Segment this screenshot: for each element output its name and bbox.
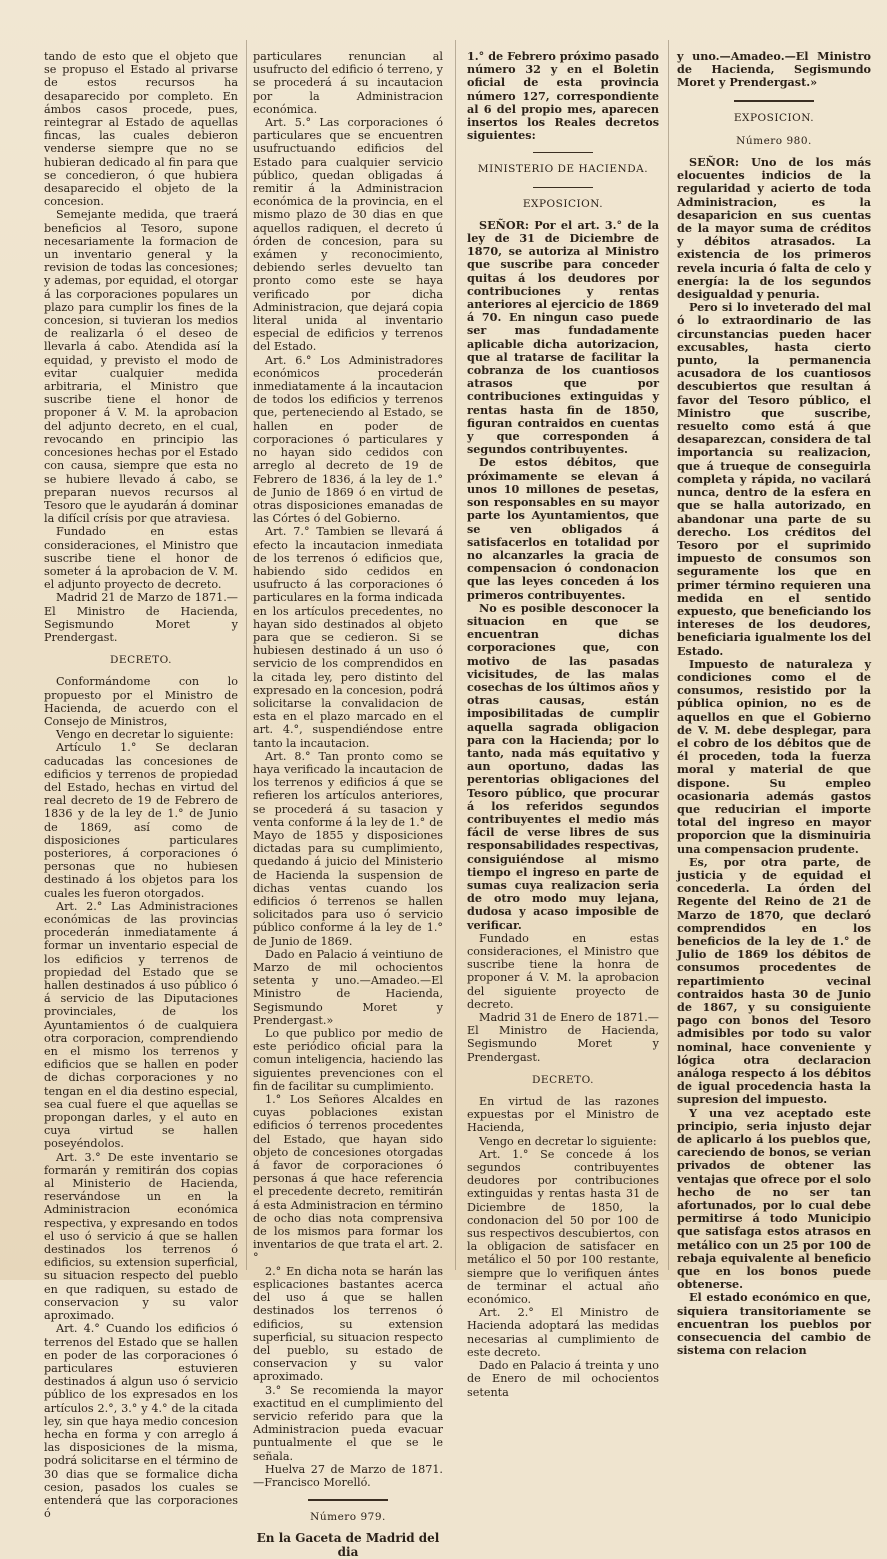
paragraph: Vengo en decretar lo siguiente:: [56, 728, 234, 742]
date-signature: Madrid 31 de Enero de 1871.—El Ministro de Hacienda, Segismundo Moret y Prendergast.: [467, 1011, 659, 1064]
article: Art. 7.° Tambien se llevará á efecto la incautacion inmediata de los terrenos ó edificios que, habiendo sido cedidos en usufructo á las corporaciones ó particulares en la forma indicada en los artículos precedentes, no hayan sido destinados al objeto para que se cedieron. Si se hubiesen destinado á un uso ó servicio de los comprendidos en la citada ley, pero distinto del expresado en la concesion, podrá solicitarse la convalidacion de esta en el plazo marcado en el art. 4.°, suspendiéndose entre tanto la incautacion.: [253, 525, 443, 750]
paragraph: Dado en Palacio á veintiuno de Marzo de mil ochocientos setenta y uno.—Amadeo.—El Ministro de Hacienda, Segismundo Moret y Prendergast.»: [253, 947, 443, 1027]
section-heading-exposicion: EXPOSICION.: [522, 197, 604, 210]
column-1: [44, 50, 238, 1521]
paragraph: 2.° En dicha nota se harán las esplicaciones bastantes acerca del uso á que se hallen destinados los terrenos ó edificios, su extension superficial, su situacion respecto del pueblo, su estado de conservacion y su valor aproximado.: [253, 1264, 443, 1384]
section-heading-decreto: DECRETO.: [109, 654, 173, 667]
separator-rule: [533, 152, 593, 153]
date-signature: Huelva 27 de Marzo de 1871.—Francisco Morelló.: [253, 1462, 443, 1489]
paragraph: SEÑOR: Por el art. 3.° de la ley de 31 de Diciembre de 1870, se autoriza al Ministro que suscribe para conceder quitas á los deudores por contribuciones y rentas anteriores al ejercicio de 1869 á 70. En ningun caso puede ser mas fundadamente aplicable dicha autorizacion, que al tratarse de facilitar la cobranza de los cuantiosos atrasos que por contribuciones extinguidas y rentas hasta fin de 1850, figuran contraidos en cuentas y que corresponden á segundos contribuyentes.: [467, 217, 659, 457]
paragraph: 1.° de Febrero próximo pasado número 32 y en el Boletin oficial de esta provincia número 127, correspondiente al 6 del propio mes, aparecen insertos los Reales decretos siguientes:: [467, 49, 659, 143]
paragraph: tando de esto que el objeto que se propuso el Estado al privarse de estos recursos ha desaparecido por completo. En ámbos casos procede, pues, reintegrar al Estado de aquellas fincas, las cuales debieron venderse siempre que no se hubieran dedicado al fin para que se concedieron, ó que hubiera desaparecido el objeto de la concesion.: [44, 50, 238, 209]
paragraph: Semejante medida, que traerá beneficios al Tesoro, supone necesariamente la formacion de un inventario general y la revision de todas las concesiones; y ademas, por equidad, el otorgar á las corporaciones populares un plazo para cumplir los fines de la concesion, si tuvieran los medios de realizarla ó el deseo de llevarla á cabo. Atendida así la equidad, y previsto el modo de evitar cualquier medida arbitraria, el Ministro que suscribe tiene el honor de proponer á V. M. la aprobacion del adjunto decreto, en el cual, revocando en principio las concesiones hechas por el Estado con causa, siempre que esta no se hubiere llevado á cabo, se preparan nuevos recursos al Tesoro que le ayudarán á dominar la difícil crísis por que atraviesa.: [44, 208, 238, 526]
paragraph: No es posible desconocer la situacion en que se encuentran dichas corporaciones que, con motivo de las pasadas vicisitudes, de las malas cosechas de los últimos años y otras causas, están imposibilitadas de cumplir aquella sagrada obligacion para con la Hacienda; por lo tanto, nada más equitativo y aun oportuno, dadas las perentorias obligaciones del Tesoro público, que procurar á los referidos segundos contribuyentes el medio más fácil de verse libres de sus responsabilidades respectivas, consiguiéndose al mismo tiempo el ingreso en parte de sumas cuya realizacion seria de otro modo muy lejana, dudosa y acaso imposible de verificar.: [467, 600, 659, 932]
paragraph: Impuesto de naturaleza y condiciones como el de consumos, resistido por la pública opinion, no es de aquellos en que el Gobierno de V. M. debe desplegar, para el cobro de los débitos que de él proceden, toda la fuerza moral y material de que dispone. Su empleo ocasionaria además gastos que reducirian el importe total del ingreso en mayor proporcion que la disminuiria una compensacion prudente.: [677, 656, 871, 856]
article: Art. 8.° Tan pronto como se haya verificado la incautacion de los terrenos y edificios á que se refieren los artículos anteriores, se procederá á su tasacion y venta conforme á la ley de 1.° de Mayo de 1855 y disposiciones dictadas para su cumplimiento, quedando á juicio del Ministerio de Hacienda la suspension de dichas ventas cuando los edificios ó terrenos se hallen solicitados para uso ó servicio público conforme á la ley de 1.° de Junio de 1869.: [253, 749, 443, 948]
paragraph: Y una vez aceptado este principio, seria injusto dejar de aplicarlo á los pueblos que, careciendo de bonos, se verian privados de obtener las ventajas que ofrece por el solo hecho de no ser tan afortunados, por lo cual debe permitirse á todo Municipio que satisfaga estos atrasos en metálico con un 25 por 100 de rebaja equivalente al beneficio que en los bonos puede obtenerse.: [677, 1105, 871, 1292]
article: Art. 1.° Se concede á los segundos contribuyentes deudores por contribuciones extinguidas y rentas hasta 31 de Diciembre de 1850, la condonacion del 50 por 100 de sus respectivos descubiertos, con la obligacion de satisfacer en metálico el 50 por 100 restante, siempre que lo verifiquen ántes de terminar el actual año económico.: [467, 1147, 659, 1307]
paragraph: Dado en Palacio á treinta y uno de Enero de mil ochocientos setenta: [467, 1359, 659, 1399]
paragraph: Fundado en estas consideraciones, el Ministro que suscribe tiene el honor de someter á la aprobacion de V. M. el adjunto proyecto de decreto.: [44, 525, 238, 592]
paragraph: El estado económico en que, siquiera transitoriamente se encuentran los pueblos por consecuencia del cambio de sistema con relacion: [677, 1290, 871, 1358]
paragraph: Fundado en estas consideraciones, el Ministro que suscribe tiene la honra de proponer á V. M. la aprobacion del siguiente proyecto de decreto.: [467, 931, 659, 1011]
paragraph: SEÑOR: Uno de los más elocuentes indicios de la regularidad y acierto de toda Administracion, es la desaparicion en sus cuentas de la mayor suma de créditos y débitos atrasados. La existencia de los primeros revela incuria ó falta de celo y energía: la de los segundos desigualdad y penuria.: [677, 155, 871, 302]
article: Artículo 1.° Se declaran caducadas las concesiones de edificios y terrenos de propiedad del Estado, hechas en virtud del real decreto de 19 de Febrero de 1836 y de la ley de 1.° de Junio de 1869, así como de disposiciones particulares posteriores, á corporaciones ó personas que no hubiesen destinado á los objetos para los cuales les fueron otorgados.: [44, 741, 238, 900]
paragraph: En virtud de las razones expuestas por el Ministro de Hacienda,: [467, 1095, 659, 1135]
column-rule: [455, 40, 456, 1270]
notice-number: Número 980.: [736, 134, 812, 147]
paragraph: Lo que publico por medio de este periódico oficial para la comun inteligencia, haciendo las siguientes prevenciones con el fin de facilitar su cumplimiento.: [253, 1027, 443, 1093]
notice-lead: En la Gaceta de Madrid del dia: [256, 1531, 440, 1559]
section-heading-decreto: DECRETO.: [531, 1073, 595, 1086]
column-3: [467, 49, 659, 1399]
article: Art. 5.° Las corporaciones ó particulares que se encuentren usufructuando edificios del Estado para cualquier servicio público, quedan obligadas á remitir á la Administracion económica de la provincia, en el mismo plazo de 30 dias en que aquellos radiquen, el decreto ú órden de concesion, para su exámen y reconocimiento, debiendo serles devuelto tan pronto como este se haya verificado por dicha Administracion, que dejará copia literal unida al inventario especial de edificios y terrenos del Estado.: [253, 116, 443, 354]
separator-rule: [533, 187, 593, 188]
column-2: [253, 50, 443, 1559]
date-signature: Madrid 21 de Marzo de 1871.—El Ministro de Hacienda, Segismundo Moret y Prendergast.: [44, 591, 238, 644]
paragraph: De estos débitos, que próximamente se elevan á unos 10 millones de pesetas, son responsables en su mayor parte los Ayuntamientos, que se ven obligados á satisfacerlos en totalidad por no alcanzarles la gracia de compensacion ó condonacion que las leyes conceden á los primeros contribuyentes.: [467, 455, 659, 602]
notice-number: Número 979.: [310, 1511, 386, 1524]
article: Art. 3.° De este inventario se formarán y remitirán dos copias al Ministerio de Hacienda, reservándose un en la Administracion económica respectiva, y expresando en todos el uso ó servicio á que se hallen destinados los terrenos ó edificios, su extension superficial, su situacion respecto del pueblo en que radiquen, su estado de conservacion y su valor aproximado.: [44, 1150, 238, 1323]
ministry-heading: MINISTERIO DE HACIENDA.: [477, 163, 649, 176]
column-rule: [246, 40, 247, 1270]
paragraph: Es, por otra parte, de justicia y de equidad el concederla. La órden del Regente del Reino de 21 de Marzo de 1870, que declaró comprendidos en los beneficios de la ley de 1.° de Julio de 1869 los débitos de consumos procedentes de repartimiento vecinal contraidos hasta 30 de Junio de 1867, y su consiguiente pago con bonos del Tesoro admisibles por todo su valor nominal, hace conveniente y lógica otra declaracion análoga respecto á los débitos de igual procedencia hasta la supresion del impuesto.: [677, 854, 871, 1107]
separator-rule: [308, 1499, 388, 1501]
article: Art. 6.° Los Administradores económicos procederán inmediatamente á la incautacion de todos los edificios y terrenos que, perteneciendo al Estado, se hallen en poder de corporaciones ó particulares y no hayan sido cedidos con arreglo al decreto de 19 de Febrero de 1836, á la ley de 1.° de Junio de 1869 ó en virtud de otras disposiciones emanadas de las Córtes ó del Gobierno.: [253, 353, 443, 526]
paragraph: Pero si lo inveterado del mal ó lo extraordinario de las circunstancias pueden hacer excusables, hasta cierto punto, la permanencia acusadora de los cuantiosos descubiertos que resultan á favor del Tesoro público, el Ministro que suscribe, resuelto como está á que desaparezcan, considera de tal importancia su realizacion, que á trueque de conseguirla completa y rápida, no vacilará nunca, dentro de la esfera en que se halla autorizado, en abandonar una parte de su derecho. Los créditos del Tesoro por el suprimido impuesto de consumos son seguramente los que en primer término requieren una medida en el sentido expuesto, que beneficiando los intereses de los deudores, beneficiaria igualmente los del Estado.: [677, 300, 871, 658]
separator-rule: [734, 100, 814, 102]
article: Art. 2.° El Ministro de Hacienda adoptará las medidas necesarias al cumplimiento de este decreto.: [467, 1306, 659, 1359]
column-rule: [668, 40, 669, 1270]
paragraph: Conformándome con lo propuesto por el Ministro de Hacienda, de acuerdo con el Consejo de Ministros,: [44, 675, 238, 728]
paragraph: particulares renuncian al usufructo del edificio ó terreno, y se procederá á su incautacion por la Administracion económica.: [253, 50, 443, 116]
column-4: [677, 49, 871, 1358]
article: Art. 4.° Cuando los edificios ó terrenos del Estado que se hallen en poder de las corporaciones ó particulares estuvieren destinados á algun uso ó servicio público de los expresados en los artículos 2.°, 3.° y 4.° de la citada ley, sin que haya medio concesion hecha en forma y con arreglo á las disposiciones de la misma, podrá solicitarse en el término de 30 dias que se formalice dicha cesion, pasados los cuales se entenderá que las corporaciones ó: [44, 1322, 238, 1521]
paragraph: 3.° Se recomienda la mayor exactitud en el cumplimiento del servicio referido para que la Administracion pueda evacuar puntualmente el que se le señala.: [253, 1383, 443, 1463]
paragraph: 1.° Los Señores Alcaldes en cuyas poblaciones existan edificios ó terrenos procedentes del Estado, que hayan sido objeto de concesiones otorgadas á favor de corporaciones ó personas á que hace referencia el precedente decreto, remitirán á esta Administracion en término de ocho dias nota comprensiva de los mismos para formar los inventarios de que trata el art. 2.°: [253, 1093, 443, 1265]
article: Art. 2.° Las Administraciones económicas de las provincias procederán inmediatamente á formar un inventario especial de los edificios y terrenos de propiedad del Estado que se hallen destinados á uso público ó á servicio de las Diputaciones provinciales, de los Ayuntamientos ó de cualquiera otra corporacion, comprendiendo en el mismo los terrenos y edificios que se hallen en poder de dichas corporaciones y no tengan en el dia destino especial, sea cual fuere el que aquellas se propongan darles, y el auto en cuya virtud se hallen poseyéndolos.: [44, 899, 238, 1151]
paragraph: Vengo en decretar lo siguiente:: [479, 1134, 657, 1148]
section-heading-exposicion: EXPOSICION.: [733, 111, 815, 124]
date-signature: y uno.—Amadeo.—El Ministro de Hacienda, Segismundo Moret y Prendergast.»: [677, 49, 871, 90]
